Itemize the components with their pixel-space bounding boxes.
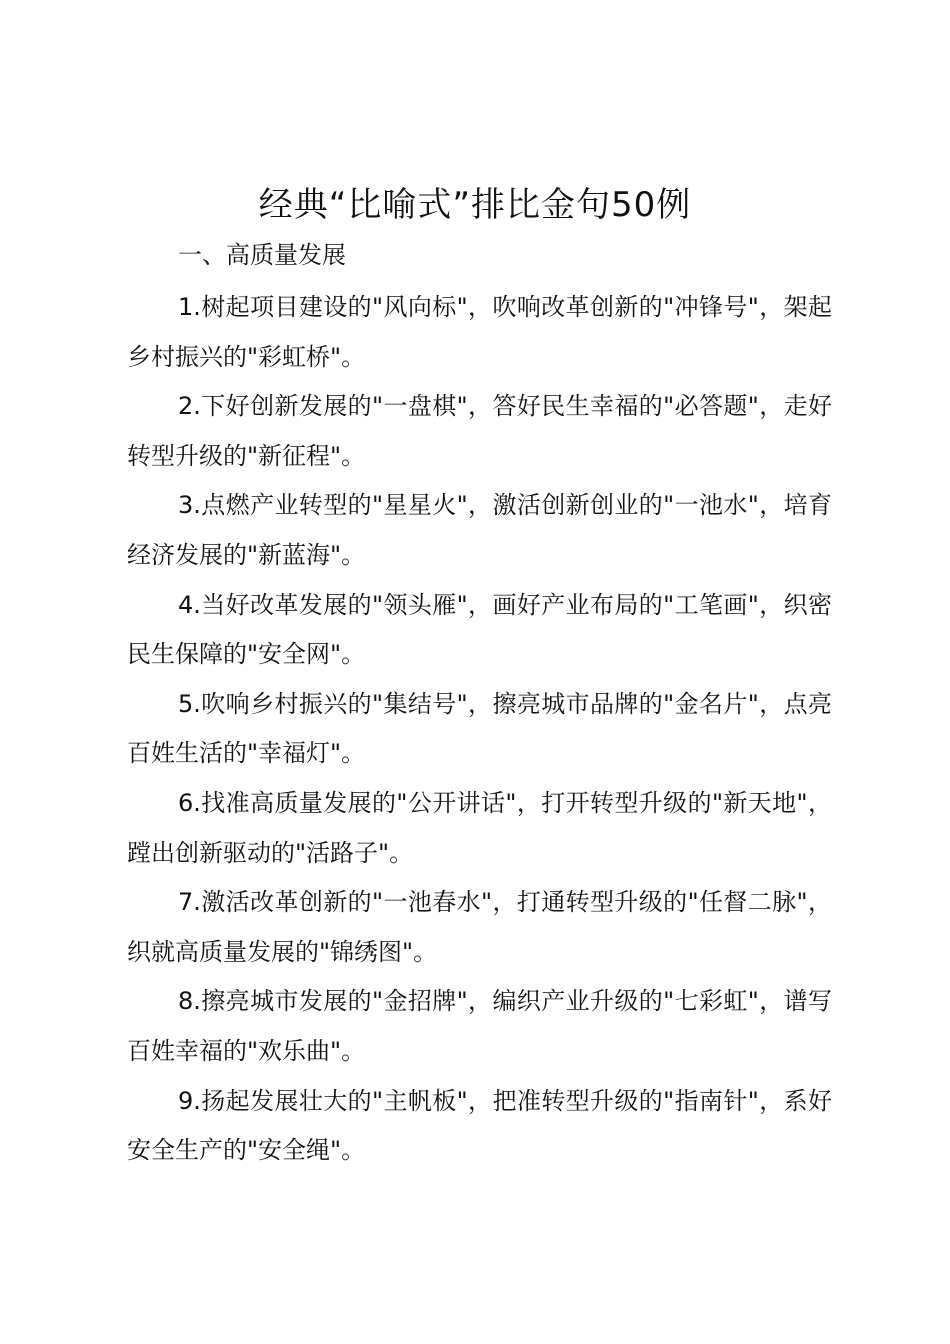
list-item: 7.激活改革创新的"一池春水"，打通转型升级的"任督二脉"，织就高质量发展的"锦绣图"。 [127,888,832,966]
list-item: 5.吹响乡村振兴的"集结号"，擦亮城市品牌的"金名片"，点亮百姓生活的"幸福灯"。 [127,689,832,768]
list-item: 2.下好创新发展的"一盘棋"，答好民生幸福的"必答题"，走好转型升级的"新征程"。 [127,392,832,470]
list-item: 6.找准高质量发展的"公开讲话"，打开转型升级的"新天地"，蹚出创新驱动的"活路子"。 [127,788,832,867]
sentence-list [127,283,832,1176]
list-item: 1.树起项目建设的"风向标"，吹响改革创新的"冲锋号"，架起乡村振兴的"彩虹桥"。 [127,293,832,371]
section-heading: 一、高质量发展 [178,241,346,269]
page-title: 经典“比喻式”排比金句50例 [258,185,692,225]
list-item: 3.点燃产业转型的"星星火"，激活创新创业的"一池水"，培育经济发展的"新蓝海"。 [127,491,832,569]
list-item: 9.扬起发展壮大的"主帆板"，把准转型升级的"指南针"，系好安全生产的"安全绳"。 [127,1086,832,1165]
list-item: 4.当好改革发展的"领头雁"，画好产业布局的"工笔画"，织密民生保障的"安全网"。 [127,590,832,669]
list-item: 8.擦亮城市发展的"金招牌"，编织产业升级的"七彩虹"，谱写百姓幸福的"欢乐曲"。 [127,987,832,1065]
